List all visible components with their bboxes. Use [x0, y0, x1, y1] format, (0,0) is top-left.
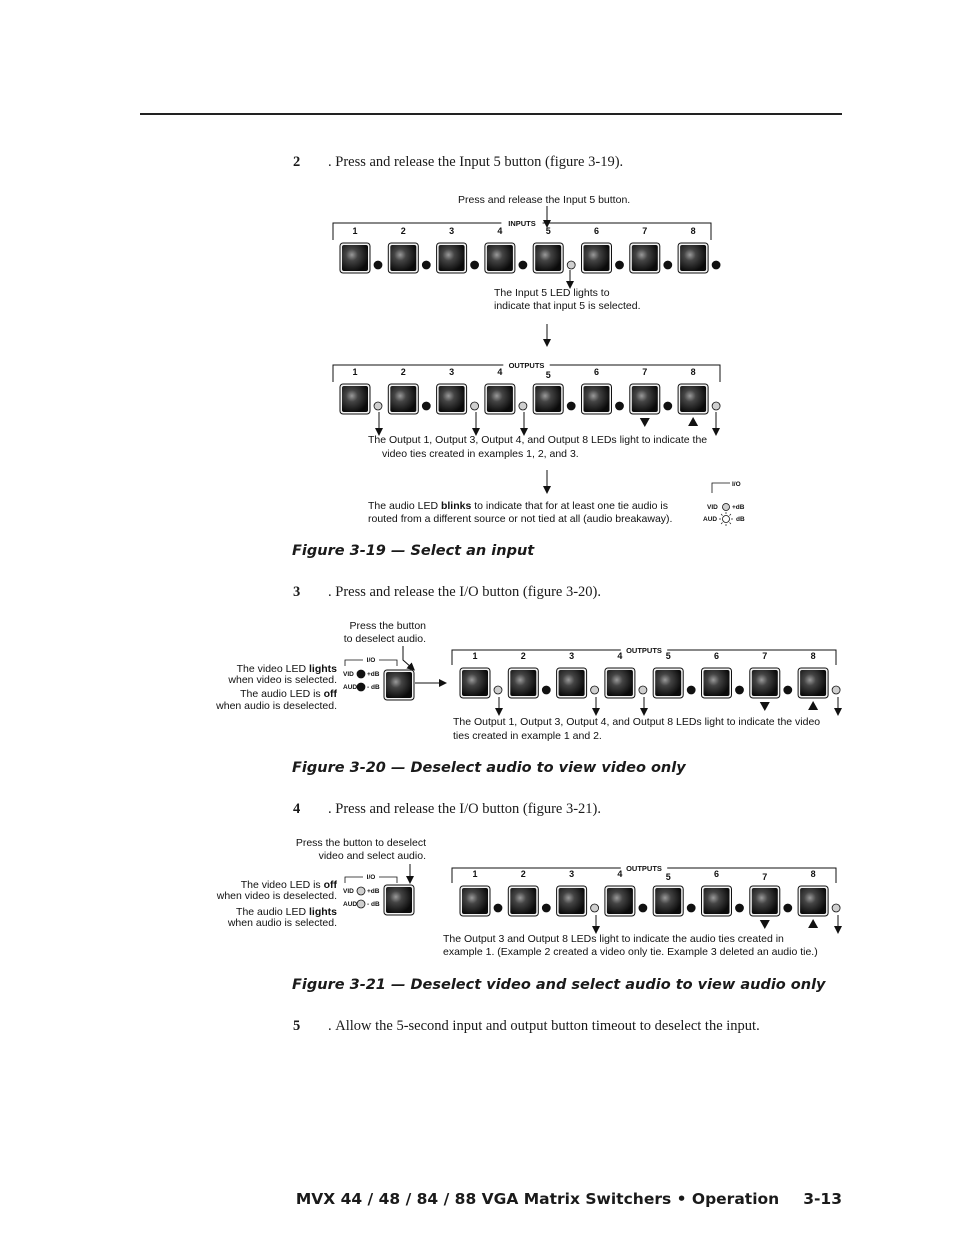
button-3: [437, 384, 467, 414]
minus-db-label: - dB: [367, 901, 380, 908]
press-button-2: to deselect audio.: [343, 633, 426, 645]
button-face: [680, 245, 706, 271]
vid-label: VID: [707, 504, 718, 511]
io-label: I/O: [366, 874, 376, 881]
button-number: 5: [545, 370, 551, 380]
led-5: [567, 402, 575, 410]
io-bracket: [712, 483, 730, 493]
led-4: [639, 904, 647, 912]
button-number: 7: [762, 651, 768, 661]
step-text: Allow the 5-second input and output button timeout to deselect the input.: [335, 1018, 760, 1034]
output-note-1: The Output 3 and Output 8 LEDs light to indicate the audio ties created in: [443, 933, 784, 945]
button-face: [584, 386, 610, 412]
button-face: [462, 670, 488, 696]
figure-3-20-caption: Figure 3-20 — Deselect audio to view video only: [292, 760, 686, 776]
led-2: [422, 402, 430, 410]
button-1: [460, 886, 490, 916]
led-8: [832, 686, 840, 694]
button-number: 8: [690, 226, 696, 236]
output-note-2: video ties created in examples 1, 2, and 3.: [382, 448, 579, 460]
blink-ray: [730, 523, 731, 524]
aud-label: AUD: [703, 516, 718, 523]
button-7: [630, 384, 660, 414]
led-3: [471, 402, 479, 410]
step-text: Press and release the I/O button (figure 3-20).: [335, 584, 602, 600]
button-face: [680, 386, 706, 412]
bracket-label: INPUTS: [508, 219, 536, 228]
led-3: [471, 261, 479, 269]
press-button-1: Press the button: [349, 620, 426, 632]
button-number: 7: [642, 367, 648, 377]
button-face: [655, 670, 681, 696]
button-number: 6: [713, 651, 720, 661]
figure-3-19-caption: Figure 3-19 — Select an input: [292, 543, 535, 559]
button-number: 6: [593, 367, 600, 377]
plus-db-label: +dB: [732, 504, 745, 511]
aud-label: AUD: [343, 901, 358, 908]
led-5: [687, 686, 695, 694]
button-2: [388, 243, 418, 273]
bracket-label: OUTPUTS: [508, 361, 545, 370]
video-led-note: The video LED is off: [240, 879, 337, 891]
button-face: [510, 670, 536, 696]
button-number: 6: [713, 869, 720, 879]
led-6: [736, 904, 744, 912]
up-triangle-icon: [688, 417, 698, 426]
press-button-1: Press the button to deselect: [295, 837, 426, 849]
aud-led: [357, 900, 365, 908]
input-led-note-1: The Input 5 LED lights to: [494, 287, 610, 299]
bracket-label: OUTPUTS: [626, 646, 662, 655]
step-number: 5: [293, 1018, 301, 1034]
button-number: 8: [810, 651, 816, 661]
input-led-note-2: indicate that input 5 is selected.: [494, 300, 641, 312]
output-note-2: ties created in example 1 and 2.: [453, 730, 602, 742]
button-number: 6: [593, 226, 600, 236]
button-4: [605, 886, 635, 916]
step-number: 2: [293, 154, 301, 170]
led-7: [784, 686, 792, 694]
button-face: [439, 245, 465, 271]
button-face: [342, 386, 368, 412]
led-6: [616, 402, 624, 410]
step-5: 5 . Allow the 5-second input and output button timeout to deselect the input.: [293, 1018, 760, 1034]
button-8: [678, 243, 708, 273]
io-button: [384, 885, 414, 915]
button-4: [605, 668, 635, 698]
button-face: [704, 670, 730, 696]
button-face: [607, 670, 633, 696]
button-number: 3: [569, 869, 575, 879]
button-3: [557, 668, 587, 698]
button-6: [702, 668, 732, 698]
button-face: [607, 888, 633, 914]
button-2: [508, 886, 538, 916]
button-face: [386, 672, 412, 698]
aud-led-blinking: [723, 516, 730, 523]
output-note-2: example 1. (Example 2 created a video only tie. Example 3 deleted an audio tie.): [443, 946, 818, 958]
led-7: [784, 904, 792, 912]
down-triangle-icon: [760, 920, 770, 929]
led-5: [567, 261, 575, 269]
button-number: 3: [449, 367, 455, 377]
button-face: [487, 245, 513, 271]
button-face: [752, 888, 778, 914]
button-number: 1: [472, 651, 478, 661]
button-number: 1: [472, 869, 478, 879]
button-face: [510, 888, 536, 914]
button-face: [800, 888, 826, 914]
step-number: 4: [293, 801, 301, 817]
button-7: [750, 668, 780, 698]
audio-note-2: routed from a different source or not tied at all (audio breakaway).: [368, 513, 673, 525]
vid-led: [357, 670, 365, 678]
button-number: 3: [569, 651, 575, 661]
figure-3-21-caption: Figure 3-21 — Deselect video and select audio to view audio only: [292, 977, 826, 993]
button-3: [437, 243, 467, 273]
button-number: 5: [665, 651, 671, 661]
led-8: [832, 904, 840, 912]
button-4: [485, 243, 515, 273]
io-button: [384, 670, 414, 700]
button-number: 2: [520, 869, 526, 879]
audio-led-note-2: when audio is selected.: [227, 917, 337, 929]
button-4: [485, 384, 515, 414]
led-5: [687, 904, 695, 912]
led-1: [494, 686, 502, 694]
io-label: I/O: [732, 481, 741, 488]
footer-title: MVX 44 / 48 / 84 / 88 VGA Matrix Switchers • Operation: [295, 1190, 780, 1208]
led-6: [616, 261, 624, 269]
button-2: [388, 384, 418, 414]
blink-ray: [721, 523, 722, 524]
press-arrow: [403, 646, 412, 668]
button-face: [632, 245, 658, 271]
led-4: [639, 686, 647, 694]
led-1: [494, 904, 502, 912]
blink-ray: [721, 514, 722, 515]
led-7: [664, 261, 672, 269]
button-face: [342, 245, 368, 271]
press-button-2: video and select audio.: [318, 850, 426, 862]
button-number: 4: [617, 869, 623, 879]
button-1: [340, 243, 370, 273]
button-face: [655, 888, 681, 914]
led-3: [591, 904, 599, 912]
button-face: [632, 386, 658, 412]
button-number: 2: [400, 226, 406, 236]
audio-led-note-2: when audio is deselected.: [216, 700, 337, 712]
button-face: [584, 245, 610, 271]
button-6: [582, 384, 612, 414]
page-number: 3-13: [803, 1190, 842, 1208]
button-number: 4: [617, 651, 623, 661]
plus-db-label: +dB: [367, 671, 380, 678]
step-number: 3: [293, 584, 301, 600]
button-8: [678, 384, 708, 414]
step-2: 2 . Press and release the Input 5 button (figure 3-19).: [293, 154, 624, 170]
button-face: [535, 245, 561, 271]
step-3: 3 . Press and release the I/O button (figure 3-20).: [293, 584, 602, 600]
button-5: [653, 668, 683, 698]
step-4: 4 . Press and release the I/O button (figure 3-21).: [293, 801, 602, 817]
vid-label: VID: [343, 671, 354, 678]
plus-db-label: +dB: [367, 888, 380, 895]
led-3: [591, 686, 599, 694]
audio-led-note: The audio LED lights: [236, 906, 337, 918]
audio-note-1: The audio LED blinks to indicate that for at least one tie audio is: [368, 500, 669, 512]
button-face: [390, 245, 416, 271]
up-triangle-icon: [808, 701, 818, 710]
button-number: 1: [352, 226, 358, 236]
vid-led: [723, 504, 730, 511]
down-triangle-icon: [760, 702, 770, 711]
step-text: Press and release the Input 5 button (figure 3-19).: [335, 154, 624, 170]
button-face: [487, 386, 513, 412]
down-triangle-icon: [640, 418, 650, 427]
button-3: [557, 886, 587, 916]
button-1: [460, 668, 490, 698]
button-number: 2: [520, 651, 526, 661]
button-face: [752, 670, 778, 696]
led-4: [519, 261, 527, 269]
button-6: [702, 886, 732, 916]
up-triangle-icon: [808, 919, 818, 928]
led-6: [736, 686, 744, 694]
button-number: 4: [497, 367, 503, 377]
button-face: [559, 888, 585, 914]
button-5: [653, 886, 683, 916]
button-7: [630, 243, 660, 273]
button-1: [340, 384, 370, 414]
button-number: 4: [497, 226, 503, 236]
button-7: [750, 886, 780, 916]
button-number: 5: [665, 872, 671, 882]
button-face: [704, 888, 730, 914]
video-led-note-2: when video is selected.: [228, 674, 337, 686]
button-8: [798, 886, 828, 916]
button-5: [533, 243, 563, 273]
button-face: [439, 386, 465, 412]
callout-press-input-5: Press and release the Input 5 button.: [458, 194, 631, 206]
button-number: 8: [690, 367, 696, 377]
led-8: [712, 261, 720, 269]
button-face: [386, 887, 412, 913]
button-number: 3: [449, 226, 455, 236]
button-number: 2: [400, 367, 406, 377]
button-2: [508, 668, 538, 698]
minus-db-label: dB: [736, 516, 745, 523]
button-face: [462, 888, 488, 914]
button-6: [582, 243, 612, 273]
bracket-label: OUTPUTS: [626, 864, 662, 873]
led-7: [664, 402, 672, 410]
button-face: [800, 670, 826, 696]
button-number: 7: [762, 872, 768, 882]
video-led-note: The video LED lights: [236, 663, 337, 675]
step-text: Press and release the I/O button (figure 3-21).: [335, 801, 602, 817]
output-note-1: The Output 1, Output 3, Output 4, and Output 8 LEDs light to indicate the: [368, 434, 708, 446]
button-face: [559, 670, 585, 696]
button-face: [390, 386, 416, 412]
led-2: [422, 261, 430, 269]
output-note-1: The Output 1, Output 3, Output 4, and Output 8 LEDs light to indicate the video: [453, 716, 821, 728]
page-footer: [296, 1190, 842, 1208]
aud-led: [357, 683, 365, 691]
button-number: 1: [352, 367, 358, 377]
button-face: [535, 386, 561, 412]
vid-label: VID: [343, 888, 354, 895]
video-led-note-2: when video is deselected.: [216, 890, 337, 902]
led-1: [374, 261, 382, 269]
led-4: [519, 402, 527, 410]
button-number: 8: [810, 869, 816, 879]
led-1: [374, 402, 382, 410]
button-8: [798, 668, 828, 698]
audio-led-note: The audio LED is off: [240, 688, 337, 700]
led-2: [542, 686, 550, 694]
blink-ray: [730, 514, 731, 515]
button-number: 7: [642, 226, 648, 236]
led-8: [712, 402, 720, 410]
vid-led: [357, 887, 365, 895]
io-label: I/O: [366, 657, 376, 664]
button-number: 5: [545, 226, 551, 236]
led-2: [542, 904, 550, 912]
aud-label: AUD: [343, 684, 358, 691]
minus-db-label: - dB: [367, 684, 380, 691]
button-5: [533, 384, 563, 414]
